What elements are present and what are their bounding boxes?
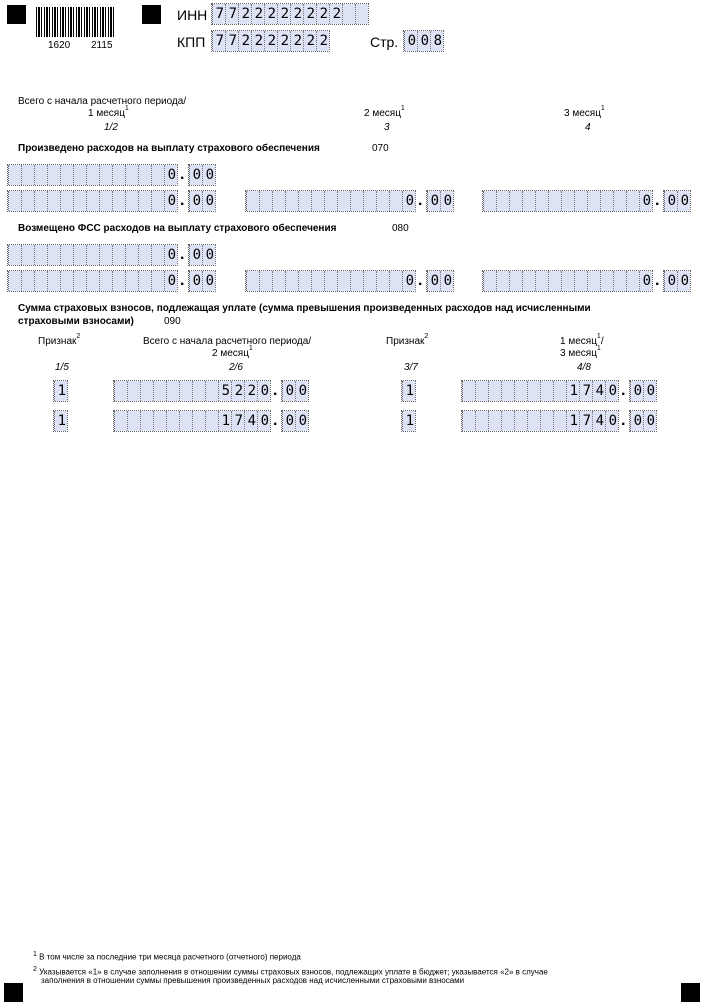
col-month3-code: 4 bbox=[585, 122, 591, 133]
line-070-total-rub-cell bbox=[112, 165, 125, 185]
line-070-label: Произведено расходов на выплату страхового обеспечения bbox=[18, 143, 320, 154]
line-070-month3-rub-cell bbox=[509, 191, 522, 211]
line-080-total-rub-cell: 0 bbox=[164, 245, 177, 265]
line-080-month1-rub-cell bbox=[73, 271, 86, 291]
month2-label-090: 2 месяц$^1$ bbox=[212, 345, 253, 359]
line-090-row2-a-rub-field[interactable] bbox=[114, 411, 270, 431]
line-090-row2-b-decimal-point: . bbox=[621, 412, 626, 429]
line-090-row1-a-rub-cell bbox=[153, 381, 166, 401]
line-090-row1-a-rub-cell: 2 bbox=[231, 381, 244, 401]
line-090-row1-a-rub-cell bbox=[140, 381, 153, 401]
line-090-label-2: страховыми взносами) bbox=[18, 316, 134, 327]
line-080-month1-rub-cell bbox=[99, 271, 112, 291]
line-070-month1-rub-cell bbox=[47, 191, 60, 211]
line-080-month2-kop-cell: 0 bbox=[440, 271, 453, 291]
line-080-month2-rub-cell bbox=[350, 271, 363, 291]
line-080-month1-rub-cell bbox=[125, 271, 138, 291]
line-080-month1-rub-cell bbox=[47, 271, 60, 291]
corner-mark-bottom-left bbox=[4, 983, 23, 1002]
line-090-row1-b-rub-cell bbox=[514, 381, 527, 401]
line-070-month1-kop-cell: 0 bbox=[189, 191, 202, 211]
line-070-month3-rub-cell bbox=[574, 191, 587, 211]
line-080-month2-decimal-point: . bbox=[418, 272, 423, 289]
line-080-month2-rub-cell bbox=[337, 271, 350, 291]
line-080-month2-kop-cell: 0 bbox=[427, 271, 440, 291]
line-070-total-decimal-point: . bbox=[180, 166, 185, 183]
kpp-cell: 2 bbox=[264, 31, 277, 51]
line-090-row1-b-rub-cell: 4 bbox=[592, 381, 605, 401]
line-090-row1-b-rub-field[interactable] bbox=[462, 381, 618, 401]
line-090-row2-b-rub-cell: 7 bbox=[579, 411, 592, 431]
line-080-month3-decimal-point: . bbox=[655, 272, 660, 289]
line-090-row2-b-rub-cell: 0 bbox=[605, 411, 618, 431]
inn-cell: 2 bbox=[238, 4, 251, 24]
line-070-total-rub-cell bbox=[47, 165, 60, 185]
col-month2-label: 2 месяц$^1$ bbox=[364, 105, 405, 119]
line-080-month3-kop-cell: 0 bbox=[677, 271, 690, 291]
line-080-month3-rub-cell bbox=[535, 271, 548, 291]
page-number-field[interactable] bbox=[404, 31, 443, 51]
line-070-month3-kop-cell: 0 bbox=[677, 191, 690, 211]
line-090-row2-a-rub-cell: 4 bbox=[244, 411, 257, 431]
line-070-month3-rub-cell bbox=[535, 191, 548, 211]
month1-label-090: 1 месяц$^1$/ bbox=[560, 333, 604, 347]
inn-cell: 2 bbox=[290, 4, 303, 24]
inn-cell bbox=[342, 4, 355, 24]
line-070-total-kop-cell: 0 bbox=[202, 165, 215, 185]
corner-mark-bottom-right bbox=[681, 983, 700, 1002]
line-090-row1-b-rub-cell bbox=[475, 381, 488, 401]
line-080-month3-rub-cell bbox=[626, 271, 639, 291]
line-080-month3-rub-cell bbox=[574, 271, 587, 291]
line-090-row1-a-rub-cell bbox=[127, 381, 140, 401]
line-070-month1-rub-cell bbox=[21, 191, 34, 211]
line-070-month3-rub-cell bbox=[613, 191, 626, 211]
line-070-month3-rub-cell bbox=[561, 191, 574, 211]
line-090-row2-a-rub-cell bbox=[179, 411, 192, 431]
kpp-cell: 7 bbox=[225, 31, 238, 51]
line-070-month1-rub-cell bbox=[60, 191, 73, 211]
line-080-total-rub-cell bbox=[60, 245, 73, 265]
line-090-row1-b-kop-cell: 0 bbox=[643, 381, 656, 401]
line-090-row1-a-kop-field[interactable] bbox=[282, 381, 308, 401]
line-090-row2-b-rub-cell bbox=[540, 411, 553, 431]
line-080-total-rub-cell bbox=[112, 245, 125, 265]
line-090-row1-b-sign-field[interactable] bbox=[402, 381, 415, 401]
line-080-total-rub-cell bbox=[151, 245, 164, 265]
line-070-month3-rub-cell: 0 bbox=[639, 191, 652, 211]
line-070-month2-decimal-point: . bbox=[418, 192, 423, 209]
line-070-month3-rub-cell bbox=[483, 191, 496, 211]
line-070-month3-rub-cell bbox=[522, 191, 535, 211]
line-070-month2-rub-cell bbox=[311, 191, 324, 211]
line-070-month2-rub-cell bbox=[376, 191, 389, 211]
line-080-total-rub-cell bbox=[21, 245, 34, 265]
line-090-row1-b-rub-cell bbox=[488, 381, 501, 401]
line-070-total-rub-cell bbox=[8, 165, 21, 185]
inn-field[interactable] bbox=[212, 4, 368, 24]
line-070-month1-rub-cell bbox=[151, 191, 164, 211]
line-070-month2-rub-cell bbox=[246, 191, 259, 211]
line-080-month2-rub-cell bbox=[272, 271, 285, 291]
line-090-row1-b-kop-field[interactable] bbox=[630, 381, 656, 401]
line-090-row1-a-kop-cell: 0 bbox=[295, 381, 308, 401]
total-label-090: Всего с начала расчетного периода/ bbox=[143, 336, 312, 347]
line-080-month1-rub-field[interactable] bbox=[8, 271, 177, 291]
line-090-row1-a-rub-cell bbox=[205, 381, 218, 401]
line-070-month3-rub-cell bbox=[548, 191, 561, 211]
line-090-row1-a-rub-cell bbox=[114, 381, 127, 401]
line-080-total-rub-cell bbox=[73, 245, 86, 265]
line-090-row2-a-rub-cell: 7 bbox=[231, 411, 244, 431]
line-070-month3-rub-cell bbox=[600, 191, 613, 211]
line-090-row1-b-sign-cell: 1 bbox=[402, 381, 415, 401]
line-070-total-rub-cell bbox=[73, 165, 86, 185]
kpp-cell: 2 bbox=[238, 31, 251, 51]
line-080-month1-kop-cell: 0 bbox=[202, 271, 215, 291]
line-090-row2-a-kop-cell: 0 bbox=[282, 411, 295, 431]
line-080-month2-rub-cell bbox=[246, 271, 259, 291]
line-080-month2-rub-cell bbox=[285, 271, 298, 291]
line-080-month2-rub-cell bbox=[311, 271, 324, 291]
line-090-row1-b-rub-cell: 7 bbox=[579, 381, 592, 401]
line-090-row2-a-sign-field[interactable] bbox=[54, 411, 67, 431]
line-080-month3-rub-cell bbox=[548, 271, 561, 291]
kpp-cell: 7 bbox=[212, 31, 225, 51]
line-090-row2-b-rub-cell bbox=[514, 411, 527, 431]
inn-cell: 7 bbox=[225, 4, 238, 24]
kpp-field[interactable] bbox=[212, 31, 329, 51]
line-080-label: Возмещено ФСС расходов на выплату страхового обеспечения bbox=[18, 223, 337, 234]
line-070-month1-kop-field[interactable] bbox=[189, 191, 215, 211]
line-080-month3-rub-cell: 0 bbox=[639, 271, 652, 291]
line-090-row2-a-rub-cell bbox=[140, 411, 153, 431]
line-070-month1-rub-cell bbox=[86, 191, 99, 211]
line-070-month2-rub-cell: 0 bbox=[402, 191, 415, 211]
kpp-cell: 2 bbox=[277, 31, 290, 51]
line-090-row1-a-sign-field[interactable] bbox=[54, 381, 67, 401]
line-090-row2-a-rub-cell bbox=[153, 411, 166, 431]
line-070-total-rub-cell bbox=[99, 165, 112, 185]
line-070-total-rub-cell bbox=[21, 165, 34, 185]
line-090-row1-b-rub-cell bbox=[501, 381, 514, 401]
line-070-month1-rub-cell bbox=[34, 191, 47, 211]
line-090-code: 090 bbox=[164, 316, 181, 327]
line-080-month1-rub-cell bbox=[151, 271, 164, 291]
line-080-month2-rub-cell bbox=[389, 271, 402, 291]
inn-label: ИНН bbox=[177, 7, 208, 23]
line-070-month1-kop-cell: 0 bbox=[202, 191, 215, 211]
kpp-cell: 2 bbox=[303, 31, 316, 51]
line-070-month1-rub-cell bbox=[112, 191, 125, 211]
line-090-row2-b-rub-cell bbox=[475, 411, 488, 431]
line-070-total-rub-field[interactable] bbox=[8, 165, 177, 185]
line-090-row2-b-rub-cell bbox=[488, 411, 501, 431]
line-080-total-rub-cell bbox=[125, 245, 138, 265]
code-1-5: 1/5 bbox=[55, 362, 69, 373]
line-070-month2-rub-cell bbox=[259, 191, 272, 211]
corner-mark-top-right bbox=[142, 5, 161, 24]
line-070-total-rub-cell: 0 bbox=[164, 165, 177, 185]
inn-cell: 2 bbox=[303, 4, 316, 24]
line-080-month3-rub-cell bbox=[561, 271, 574, 291]
line-090-row2-a-rub-cell bbox=[127, 411, 140, 431]
line-080-total-kop-cell: 0 bbox=[189, 245, 202, 265]
line-070-month1-rub-cell bbox=[125, 191, 138, 211]
line-080-month2-rub-field[interactable] bbox=[246, 271, 415, 291]
line-090-row2-b-rub-cell: 1 bbox=[566, 411, 579, 431]
line-070-total-rub-cell bbox=[60, 165, 73, 185]
line-080-month3-rub-cell bbox=[509, 271, 522, 291]
line-080-total-rub-field[interactable] bbox=[8, 245, 177, 265]
col-month1-label: 1 месяц$^1$ bbox=[88, 105, 129, 119]
line-090-row2-a-kop-field[interactable] bbox=[282, 411, 308, 431]
line-080-month1-rub-cell bbox=[34, 271, 47, 291]
line-090-row2-b-rub-cell bbox=[501, 411, 514, 431]
line-090-row1-b-rub-cell bbox=[540, 381, 553, 401]
line-090-row2-b-rub-cell bbox=[527, 411, 540, 431]
line-070-month3-kop-cell: 0 bbox=[664, 191, 677, 211]
line-080-month2-rub-cell bbox=[324, 271, 337, 291]
inn-cell: 7 bbox=[212, 4, 225, 24]
line-090-row1-a-rub-cell: 0 bbox=[257, 381, 270, 401]
line-080-total-kop-cell: 0 bbox=[202, 245, 215, 265]
line-090-row2-b-sign-field[interactable] bbox=[402, 411, 415, 431]
line-090-row2-b-rub-cell bbox=[553, 411, 566, 431]
line-070-month2-rub-cell bbox=[298, 191, 311, 211]
line-090-row1-b-rub-cell: 1 bbox=[566, 381, 579, 401]
corner-mark-top-left bbox=[7, 5, 26, 24]
line-080-total-kop-field[interactable] bbox=[189, 245, 215, 265]
line-070-month1-rub-cell bbox=[8, 191, 21, 211]
line-070-month2-rub-cell bbox=[389, 191, 402, 211]
line-080-month3-kop-field[interactable] bbox=[664, 271, 690, 291]
line-090-row1-a-rub-field[interactable] bbox=[114, 381, 270, 401]
line-090-row2-a-rub-cell: 1 bbox=[218, 411, 231, 431]
line-080-month1-decimal-point: . bbox=[180, 272, 185, 289]
line-080-month2-rub-cell bbox=[298, 271, 311, 291]
line-080-month3-rub-cell bbox=[522, 271, 535, 291]
line-080-total-rub-cell bbox=[86, 245, 99, 265]
line-090-row1-a-rub-cell bbox=[166, 381, 179, 401]
line-070-month2-rub-cell bbox=[285, 191, 298, 211]
page-cell: 0 bbox=[404, 31, 417, 51]
line-090-row2-b-rub-cell bbox=[462, 411, 475, 431]
line-090-row1-a-rub-cell: 5 bbox=[218, 381, 231, 401]
line-090-row2-a-kop-cell: 0 bbox=[295, 411, 308, 431]
line-090-row2-a-rub-cell: 0 bbox=[257, 411, 270, 431]
line-090-row1-a-sign-cell: 1 bbox=[54, 381, 67, 401]
line-090-row1-a-kop-cell: 0 bbox=[282, 381, 295, 401]
line-070-month2-rub-field[interactable] bbox=[246, 191, 415, 211]
line-070-month2-rub-cell bbox=[324, 191, 337, 211]
line-080-month1-rub-cell: 0 bbox=[164, 271, 177, 291]
inn-cell: 2 bbox=[277, 4, 290, 24]
line-070-total-rub-cell bbox=[138, 165, 151, 185]
code-4-8: 4/8 bbox=[577, 362, 591, 373]
line-090-row2-b-sign-cell: 1 bbox=[402, 411, 415, 431]
line-080-month2-rub-cell: 0 bbox=[402, 271, 415, 291]
line-090-row2-a-rub-cell bbox=[205, 411, 218, 431]
kpp-cell: 2 bbox=[316, 31, 329, 51]
kpp-label: КПП bbox=[177, 34, 206, 50]
line-070-month3-rub-cell bbox=[496, 191, 509, 211]
line-090-label-1: Сумма страховых взносов, подлежащая уплате (сумма превышения произведенных расходов над исчисленными bbox=[18, 303, 591, 314]
line-070-month3-decimal-point: . bbox=[655, 192, 660, 209]
line-080-month1-rub-cell bbox=[86, 271, 99, 291]
line-090-row2-a-rub-cell bbox=[192, 411, 205, 431]
inn-cell: 2 bbox=[251, 4, 264, 24]
line-080-month1-kop-field[interactable] bbox=[189, 271, 215, 291]
line-080-month3-rub-cell bbox=[496, 271, 509, 291]
line-070-month2-kop-field[interactable] bbox=[427, 191, 453, 211]
line-090-row1-a-rub-cell bbox=[192, 381, 205, 401]
barcode bbox=[36, 7, 116, 37]
line-080-month3-rub-cell bbox=[600, 271, 613, 291]
footnote-2-line-1: $^2$ Указывается «1» в случае заполнения в отношении суммы страховых взносов, подлежащих уплате в бюджет; указывается «2» в случае bbox=[33, 966, 548, 977]
line-080-code: 080 bbox=[392, 223, 409, 234]
line-090-row2-a-decimal-point: . bbox=[273, 412, 278, 429]
line-090-row1-b-kop-cell: 0 bbox=[630, 381, 643, 401]
line-080-total-decimal-point: . bbox=[180, 246, 185, 263]
line-090-row1-a-rub-cell: 2 bbox=[244, 381, 257, 401]
barcode-number-left: 1620 bbox=[48, 40, 71, 51]
line-070-total-kop-field[interactable] bbox=[189, 165, 215, 185]
line-090-row2-b-kop-cell: 0 bbox=[630, 411, 643, 431]
line-080-month1-rub-cell bbox=[60, 271, 73, 291]
line-070-month2-kop-cell: 0 bbox=[440, 191, 453, 211]
line-090-row1-b-rub-cell: 0 bbox=[605, 381, 618, 401]
line-070-month3-kop-field[interactable] bbox=[664, 191, 690, 211]
footnote-2-line-2: заполнения в отношении суммы превышения произведенных расходов над исчисленными страховыми взносами bbox=[41, 976, 465, 985]
col-total-label: Всего с начала расчетного периода/ bbox=[18, 96, 187, 107]
line-080-total-rub-cell bbox=[8, 245, 21, 265]
line-070-month1-rub-cell bbox=[73, 191, 86, 211]
line-080-total-rub-cell bbox=[138, 245, 151, 265]
line-080-total-rub-cell bbox=[34, 245, 47, 265]
line-090-row2-b-rub-cell: 4 bbox=[592, 411, 605, 431]
line-080-month3-rub-cell bbox=[613, 271, 626, 291]
line-090-row2-b-kop-field[interactable] bbox=[630, 411, 656, 431]
line-070-month1-rub-cell bbox=[99, 191, 112, 211]
kpp-cell: 2 bbox=[290, 31, 303, 51]
line-070-total-rub-cell bbox=[125, 165, 138, 185]
line-080-month1-rub-cell bbox=[8, 271, 21, 291]
line-090-row1-b-rub-cell bbox=[527, 381, 540, 401]
line-070-month3-rub-cell bbox=[587, 191, 600, 211]
sign-label-b: Признак$^2$ bbox=[386, 333, 429, 347]
line-070-month3-rub-cell bbox=[626, 191, 639, 211]
inn-cell bbox=[355, 4, 368, 24]
line-090-row1-a-rub-cell bbox=[179, 381, 192, 401]
line-090-row1-b-rub-cell bbox=[462, 381, 475, 401]
code-3-7: 3/7 bbox=[404, 362, 418, 373]
line-080-month3-rub-cell bbox=[587, 271, 600, 291]
line-090-row2-a-sign-cell: 1 bbox=[54, 411, 67, 431]
line-080-month1-rub-cell bbox=[21, 271, 34, 291]
line-080-month3-rub-cell bbox=[483, 271, 496, 291]
line-070-total-rub-cell bbox=[34, 165, 47, 185]
line-070-code: 070 bbox=[372, 143, 389, 154]
line-080-total-rub-cell bbox=[47, 245, 60, 265]
line-090-row1-b-decimal-point: . bbox=[621, 382, 626, 399]
line-080-month3-kop-cell: 0 bbox=[664, 271, 677, 291]
line-080-month2-kop-field[interactable] bbox=[427, 271, 453, 291]
sign-label-a: Признак$^2$ bbox=[38, 333, 81, 347]
line-070-total-rub-cell bbox=[151, 165, 164, 185]
page-cell: 8 bbox=[430, 31, 443, 51]
line-070-month2-rub-cell bbox=[363, 191, 376, 211]
col-month1-code: 1/2 bbox=[104, 122, 118, 133]
barcode-number-right: 2115 bbox=[91, 40, 113, 51]
month3-label-090: 3 месяц$^1$ bbox=[560, 345, 601, 359]
line-080-month2-rub-cell bbox=[363, 271, 376, 291]
line-090-row1-b-rub-cell bbox=[553, 381, 566, 401]
code-2-6: 2/6 bbox=[229, 362, 243, 373]
line-080-month1-rub-cell bbox=[112, 271, 125, 291]
line-080-month2-rub-cell bbox=[259, 271, 272, 291]
line-070-month1-decimal-point: . bbox=[180, 192, 185, 209]
line-070-total-kop-cell: 0 bbox=[189, 165, 202, 185]
line-090-row1-a-decimal-point: . bbox=[273, 382, 278, 399]
line-070-month1-rub-field[interactable] bbox=[8, 191, 177, 211]
line-080-month1-kop-cell: 0 bbox=[189, 271, 202, 291]
line-090-row2-a-rub-cell bbox=[166, 411, 179, 431]
line-080-month3-rub-field[interactable] bbox=[483, 271, 652, 291]
page-label: Стр. bbox=[370, 34, 399, 50]
inn-cell: 2 bbox=[316, 4, 329, 24]
line-070-month2-rub-cell bbox=[350, 191, 363, 211]
line-070-month2-rub-cell bbox=[337, 191, 350, 211]
line-090-row2-b-kop-cell: 0 bbox=[643, 411, 656, 431]
line-070-month2-rub-cell bbox=[272, 191, 285, 211]
line-080-month1-rub-cell bbox=[138, 271, 151, 291]
inn-cell: 2 bbox=[329, 4, 342, 24]
col-month2-code: 3 bbox=[384, 122, 390, 133]
line-090-row2-b-rub-field[interactable] bbox=[462, 411, 618, 431]
col-month3-label: 3 месяц$^1$ bbox=[564, 105, 605, 119]
kpp-cell: 2 bbox=[251, 31, 264, 51]
page-cell: 0 bbox=[417, 31, 430, 51]
line-070-month1-rub-cell: 0 bbox=[164, 191, 177, 211]
line-090-row2-a-rub-cell bbox=[114, 411, 127, 431]
footnote-1: $^1$ В том числе за последние три месяца расчетного (отчетного) периода bbox=[33, 951, 301, 962]
line-080-total-rub-cell bbox=[99, 245, 112, 265]
line-070-month3-rub-field[interactable] bbox=[483, 191, 652, 211]
line-070-month2-kop-cell: 0 bbox=[427, 191, 440, 211]
inn-cell: 2 bbox=[264, 4, 277, 24]
line-070-month1-rub-cell bbox=[138, 191, 151, 211]
line-080-month2-rub-cell bbox=[376, 271, 389, 291]
line-070-total-rub-cell bbox=[86, 165, 99, 185]
